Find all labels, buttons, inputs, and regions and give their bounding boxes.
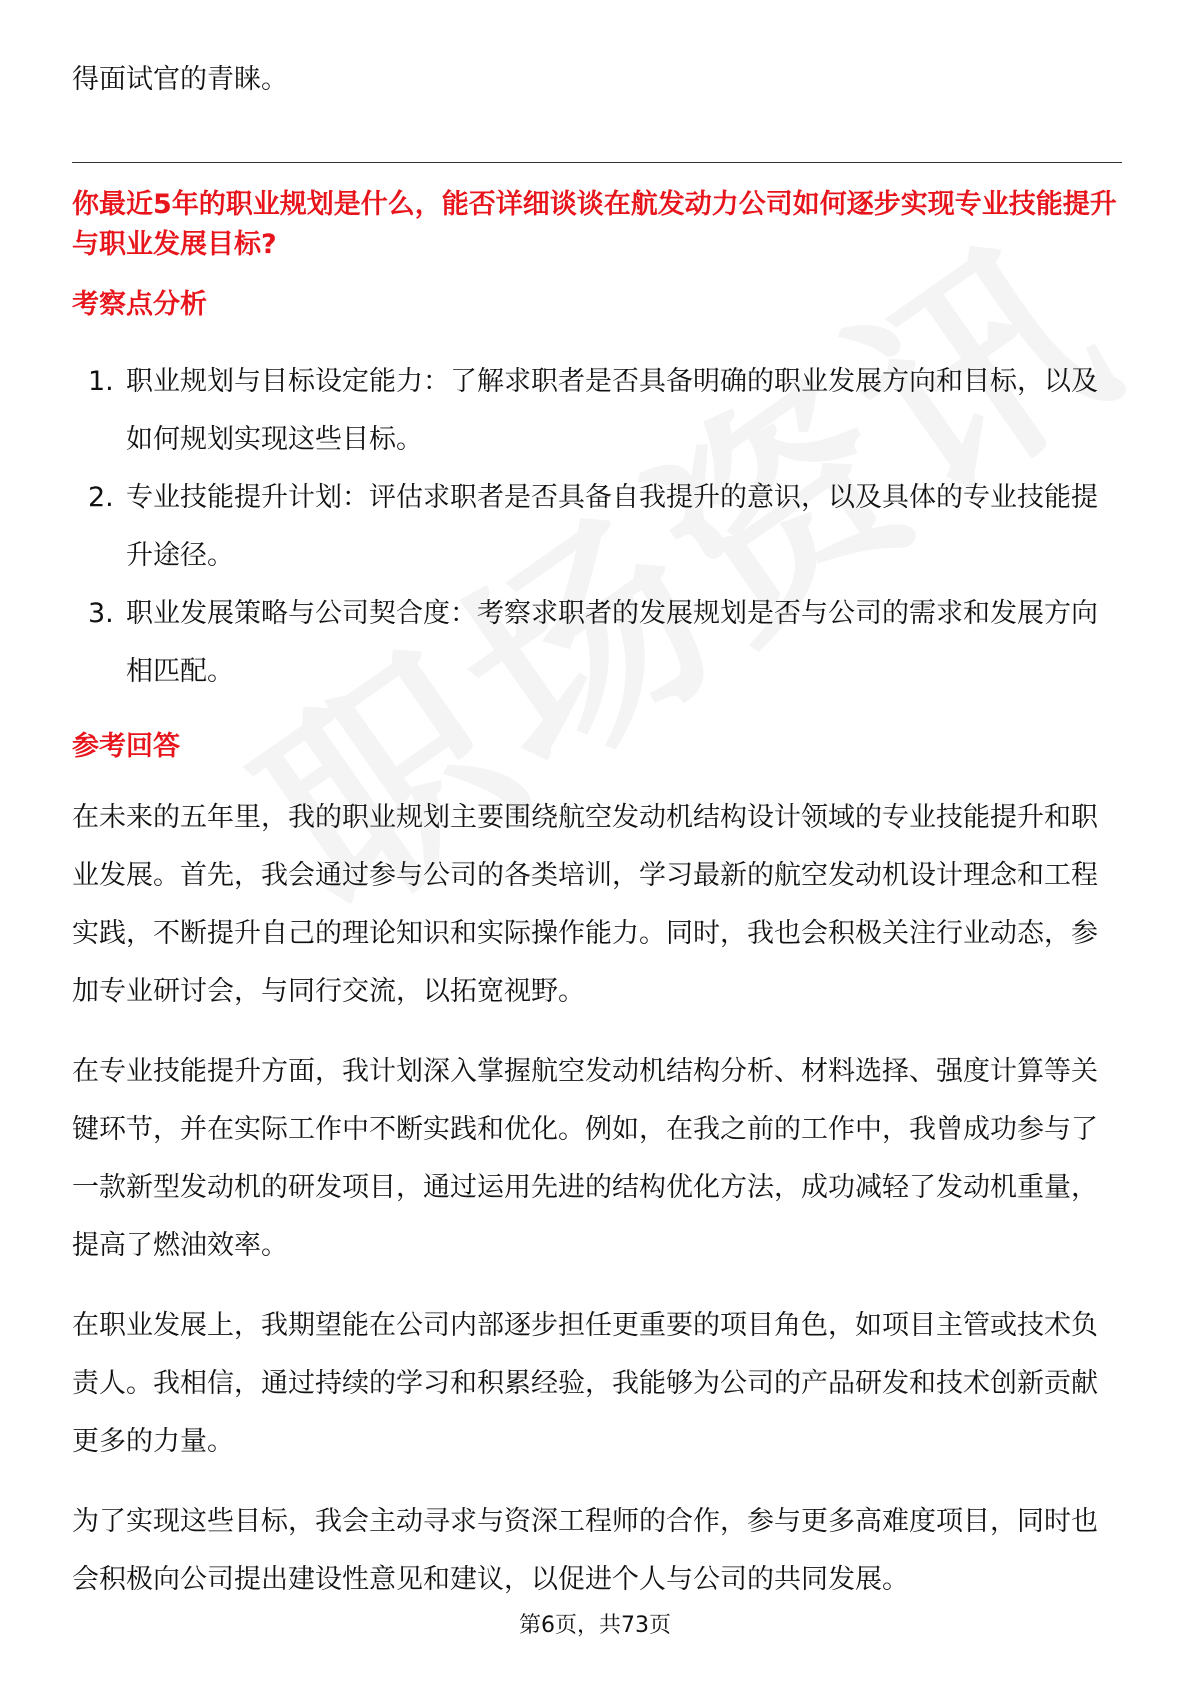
point-text: 专业技能提升计划：评估求职者是否具备自我提升的意识，以及具体的专业技能提升途径。 <box>126 482 1098 571</box>
page-number-footer: 第6页，共73页 <box>519 1613 671 1638</box>
point-number: 2. <box>88 482 114 513</box>
answer-heading: 参考回答 <box>72 731 180 762</box>
analysis-heading: 考察点分析 <box>72 289 207 320</box>
point-text: 职业规划与目标设定能力：了解求职者是否具备明确的职业发展方向和目标，以及如何规划实现这些目标。 <box>126 366 1098 455</box>
analysis-point <box>72 585 1122 701</box>
point-text: 职业发展策略与公司契合度：考察求职者的发展规划是否与公司的需求和发展方向相匹配。 <box>126 598 1098 687</box>
section-divider <box>72 162 1122 163</box>
analysis-point <box>72 353 1122 469</box>
lead-text: 得面试官的青睐。 <box>72 64 288 95</box>
analysis-points-list <box>72 353 1122 701</box>
answer-paragraph: 在未来的五年里，我的职业规划主要围绕航空发动机结构设计领域的专业技能提升和职业发展。首先，我会通过参与公司的各类培训，学习最新的航空发动机设计理念和工程实践，不断提升自己的理论知识和实际操作能力。同时，我也会积极关注行业动态，参加专业研讨会，与同行交流，以拓宽视野。 <box>72 802 1098 1007</box>
page-content <box>72 60 1122 1609</box>
question-heading: 你最近5年的职业规划是什么，能否详细谈谈在航发动力公司如何逐步实现专业技能提升与职业发展目标? <box>72 189 1117 260</box>
answer-paragraph: 在职业发展上，我期望能在公司内部逐步担任更重要的项目角色，如项目主管或技术负责人。我相信，通过持续的学习和积累经验，我能够为公司的产品研发和技术创新贡献更多的力量。 <box>72 1310 1098 1457</box>
point-number: 1. <box>88 366 114 397</box>
answer-paragraph: 为了实现这些目标，我会主动寻求与资深工程师的合作，参与更多高难度项目，同时也会积极向公司提出建设性意见和建议，以促进个人与公司的共同发展。 <box>72 1506 1098 1595</box>
answer-paragraph: 在专业技能提升方面，我计划深入掌握航空发动机结构分析、材料选择、强度计算等关键环节，并在实际工作中不断实践和优化。例如，在我之前的工作中，我曾成功参与了一款新型发动机的研发项目，通过运用先进的结构优化方法，成功减轻了发动机重量，提高了燃油效率。 <box>72 1056 1098 1261</box>
point-number: 3. <box>88 598 114 629</box>
analysis-point <box>72 469 1122 585</box>
